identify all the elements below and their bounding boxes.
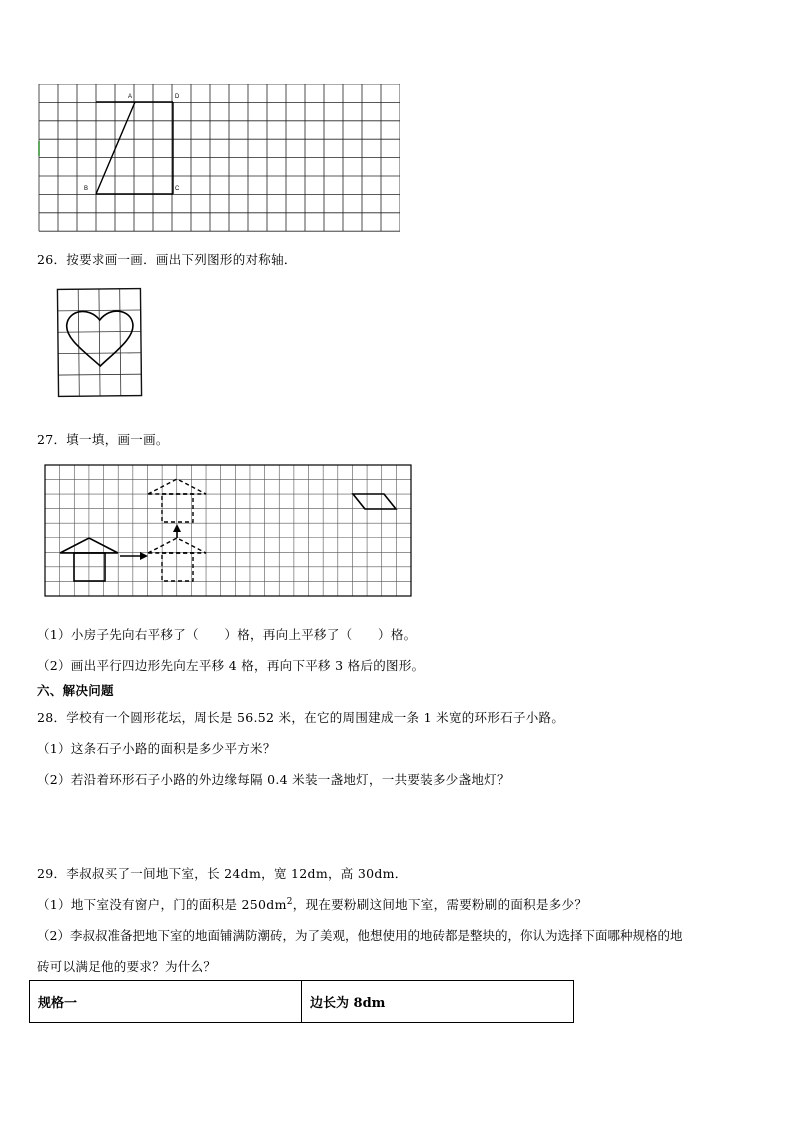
spec-table (29, 980, 574, 1023)
translation-grid-figure (44, 464, 414, 598)
heart-grid-figure (55, 286, 145, 400)
spec-value-cell: 边长为 8dm (302, 981, 574, 1023)
question-29-part-2-line-1: （2）李叔叔准备把地下室的地面铺满防潮砖，为了美观，他想使用的地砖都是整块的，你认为选择下面哪种规格的地 (37, 928, 683, 943)
vertex-label-a: A (128, 94, 133, 100)
superscript-two: 2 (286, 896, 293, 907)
spec-name-cell: 规格一 (30, 981, 302, 1023)
arrow-right (120, 552, 148, 560)
vertex-label-c: C (175, 186, 180, 192)
vertex-label-b: B (84, 186, 89, 192)
question-27-part-1: （1）小房子先向右平移了（ ）格，再向上平移了（ ）格。 (37, 627, 417, 642)
question-28: 28．学校有一个圆形花坛，周长是 56.52 米，在它的周围建成一条 1 米宽的环形石子小路。 (37, 710, 565, 725)
section-heading: 六、解决问题 (37, 683, 114, 698)
trapezoid-grid-figure (38, 84, 400, 234)
q29-part1-text-b: ，现在要粉刷这间地下室，需要粉刷的面积是多少？ (292, 897, 588, 912)
question-28-part-2: （2）若沿着环形石子小路的外边缘每隔 0.4 米装一盏地灯，一共要装多少盏地灯？ (37, 772, 510, 787)
question-27-part-2: （2）画出平行四边形先向左平移 4 格，再向下平移 3 格后的图形。 (37, 658, 425, 673)
question-29-part-2-line-2: 砖可以满足他的要求？为什么？ (37, 959, 217, 974)
arrow-up (173, 524, 181, 538)
question-28-part-1: （1）这条石子小路的面积是多少平方米？ (37, 741, 276, 756)
parallelogram (353, 494, 396, 509)
trapezoid-side-ab-slant (96, 102, 135, 194)
q29-part1-text-a: （1）地下室没有窗户，门的面积是 250dm (37, 897, 287, 912)
question-29: 29．李叔叔买了一间地下室，长 24dm，宽 12dm，高 30dm． (37, 866, 408, 881)
question-29-part-1 (37, 895, 587, 913)
question-26: 26．按要求画一画．画出下列图形的对称轴． (37, 252, 297, 267)
table-row (30, 981, 574, 1023)
question-27: 27．填一填，画一画。 (37, 432, 169, 447)
vertex-label-d: D (175, 94, 180, 100)
